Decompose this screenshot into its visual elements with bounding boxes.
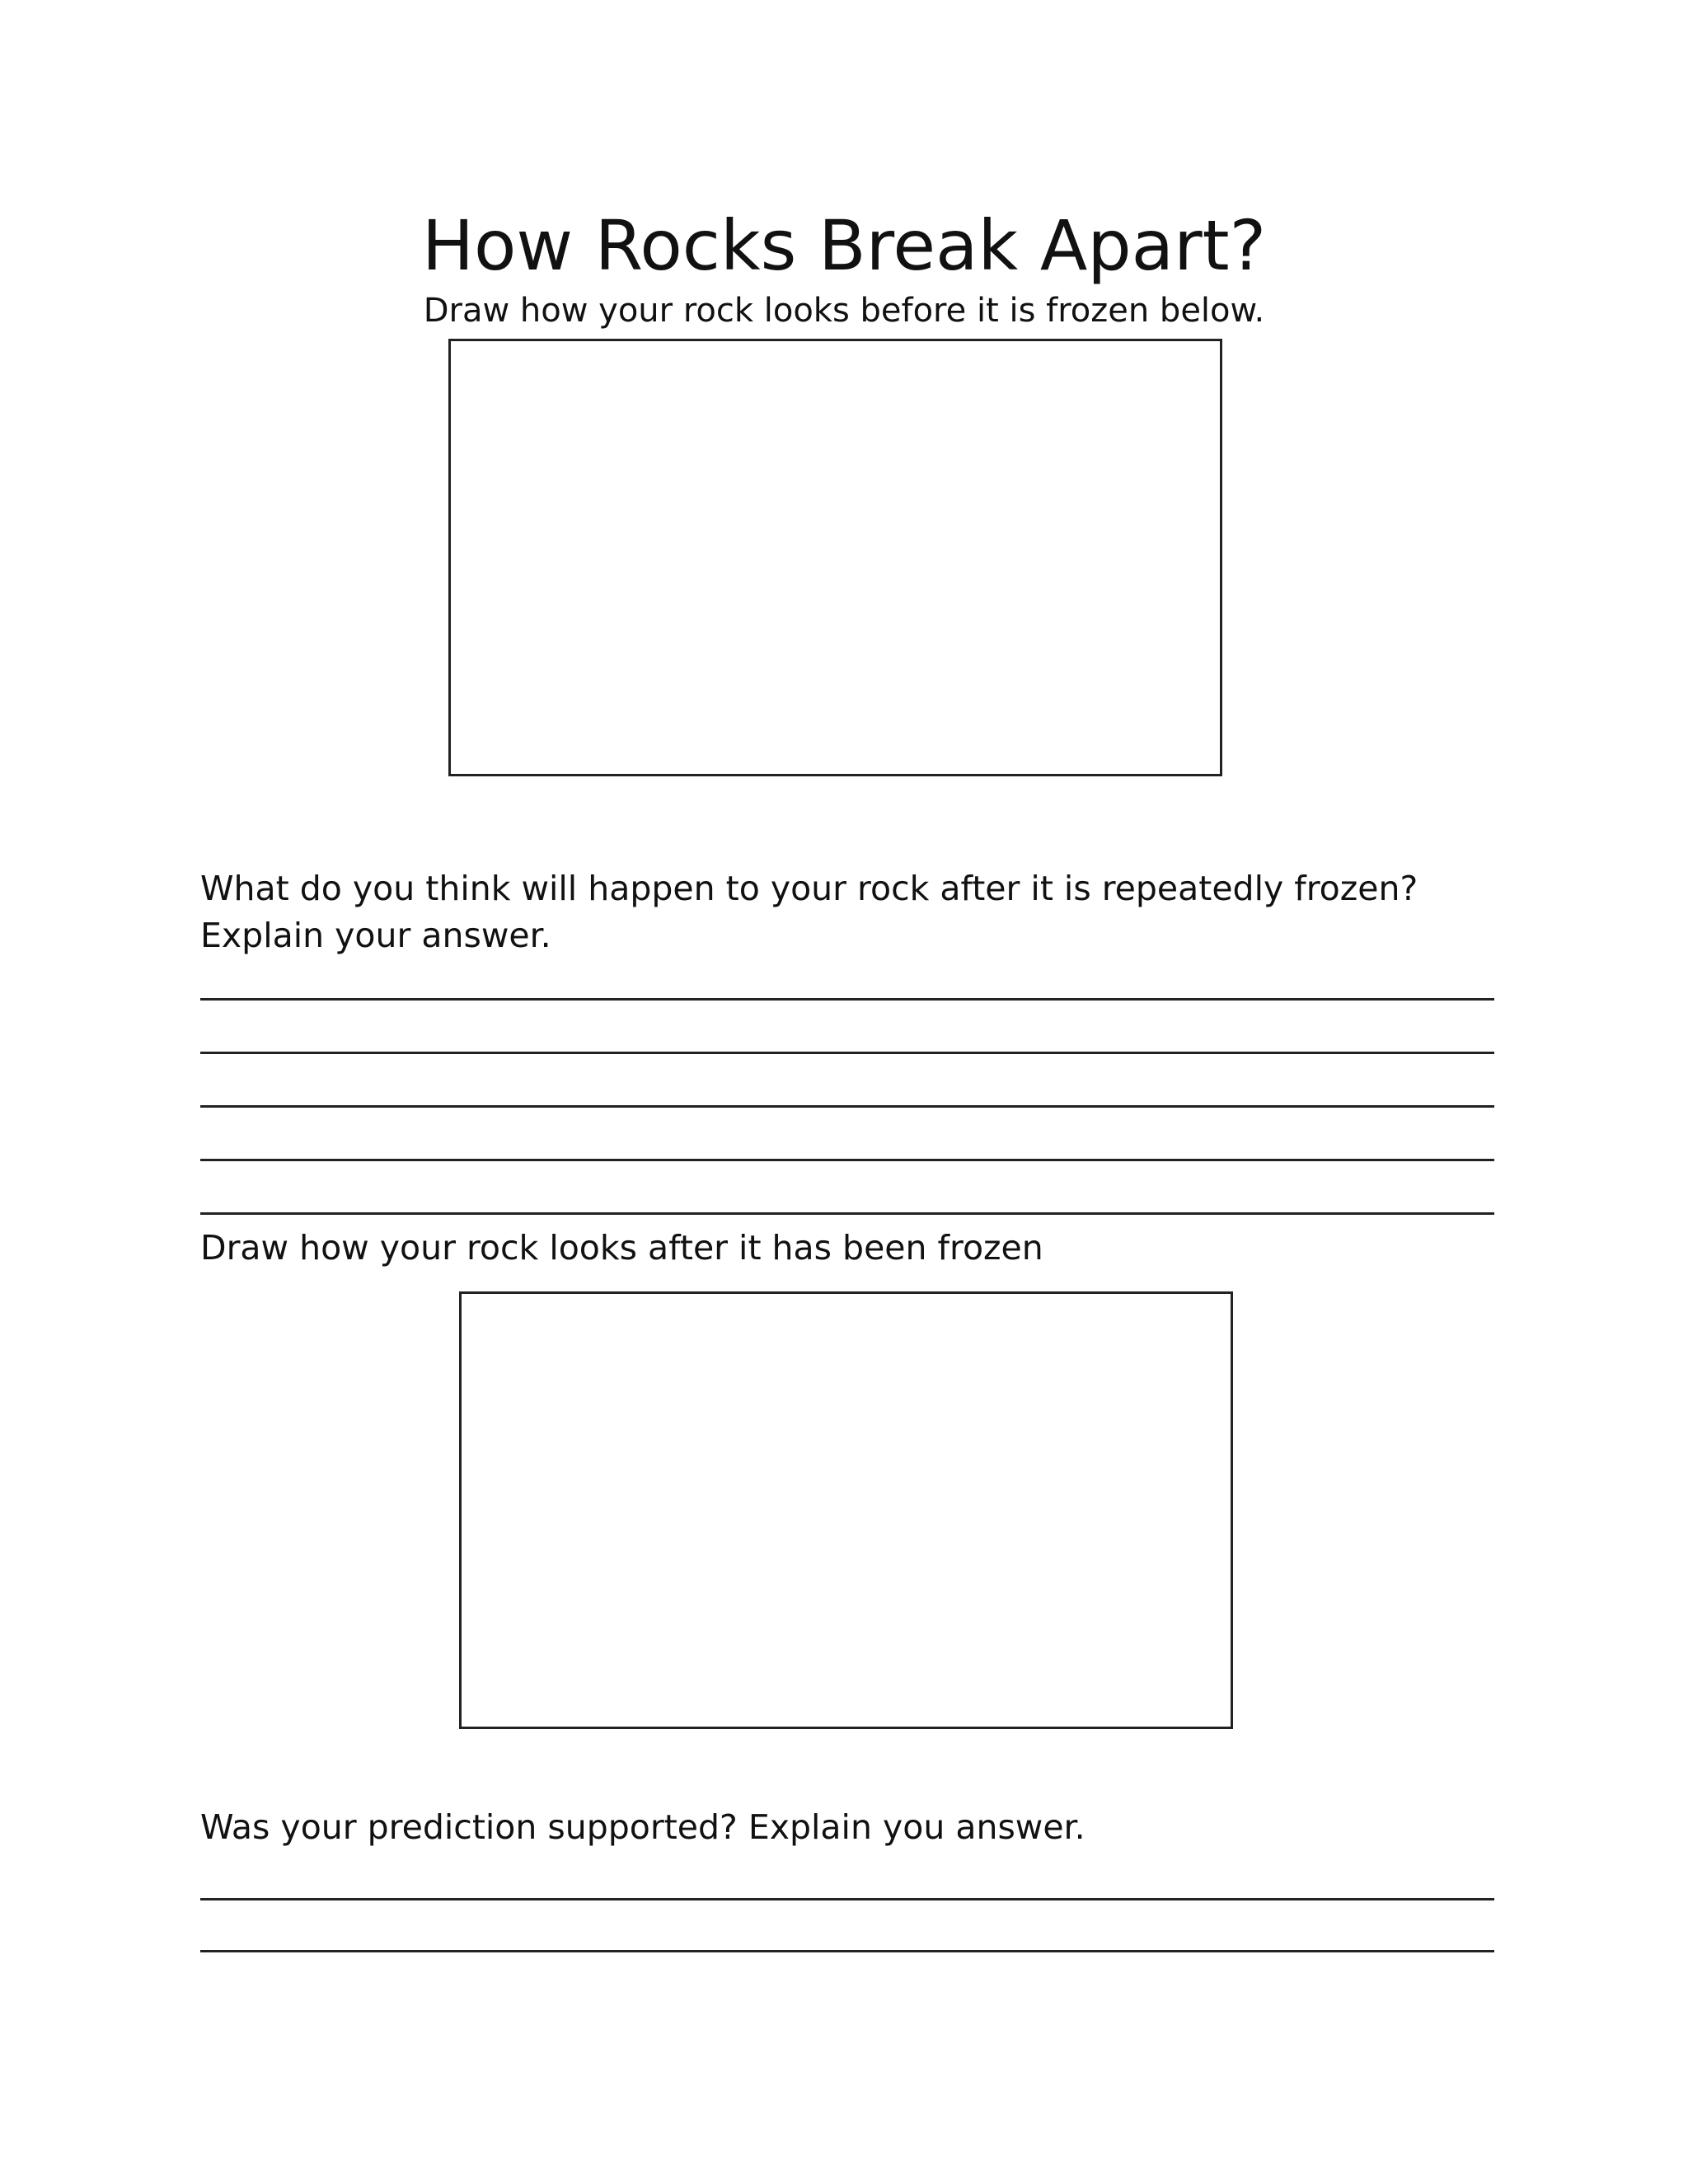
supported-answer-line-2[interactable] xyxy=(200,1950,1494,1952)
supported-question: Was your prediction supported? Explain you answer. xyxy=(200,1807,1085,1847)
instruction-before-drawing: Draw how your rock looks before it is frozen below. xyxy=(423,292,1265,330)
prediction-answer-line-2[interactable] xyxy=(200,1052,1494,1054)
prediction-answer-line-4[interactable] xyxy=(200,1159,1494,1161)
prediction-answer-line-1[interactable] xyxy=(200,998,1494,1001)
prediction-answer-line-5[interactable] xyxy=(200,1212,1494,1215)
prediction-question: What do you think will happen to your rock after it is repeatedly frozen? Explain your answer. xyxy=(200,869,1418,955)
drawing-box-after[interactable] xyxy=(459,1291,1233,1729)
drawing-box-before[interactable] xyxy=(448,339,1222,776)
page-title: How Rocks Break Apart? xyxy=(421,205,1267,286)
instruction-after-drawing: Draw how your rock looks after it has been frozen xyxy=(200,1228,1043,1268)
prediction-answer-line-3[interactable] xyxy=(200,1105,1494,1108)
supported-answer-line-1[interactable] xyxy=(200,1898,1494,1900)
